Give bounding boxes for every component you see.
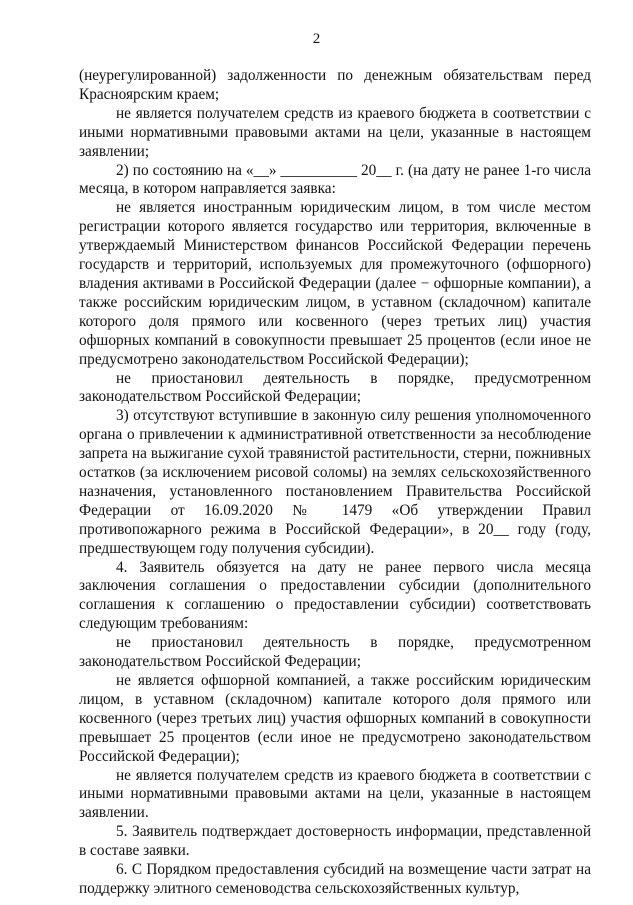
paragraph: не является получателем средств из краевого бюджета в соответствии с иными нормативными правовыми актами на цели, указанные в настоящем заявлении. [79, 766, 591, 822]
paragraph: 3) отсутствуют вступившие в законную силу решения уполномоченного органа о привлечении к административной ответственности за несоблюдение запрета на выжигание сухой травянистой растительности, стерни, пожнивных остатков (за исключением рисовой соломы) на землях сельскохозяйственного назначения, установленного постановлением Правительства Российской Федерации от 16.09.2020 № 1479 «Об утверждении Правил противопожарного режима в Российской Федерации», в 20__ году (году, предшествующем году получения субсидии). [79, 407, 591, 557]
paragraph: 2) по состоянию на «__» __________ 20__ г. (на дату не ранее 1-го числа месяца, в котором направляется заявка: [79, 161, 591, 198]
paragraph: не приостановил деятельность в порядке, предусмотренном законодательством Российской Федерации; [79, 634, 591, 671]
page-number: 2 [312, 31, 321, 47]
paragraph: не является иностранным юридическим лицом, в том числе местом регистрации которого является государство или территория, включенные в утверждаемый Министерством финансов Российской Федерации перечень государств и территорий, используемых для промежуточного (офшорного) владения активами в Российской Федерации (далее − офшорные компании), а также российским юридическим лицом, в уставном (складочном) капитале которого доля прямого или косвенного (через третьих лиц) участия офшорных компаний в совокупности превышает 25 процентов (если иное не предусмотрено законодательством Российской Федерации); [79, 199, 591, 368]
paragraph: не является офшорной компанией, а также российским юридическим лицом, в уставном (складочном) капитале которого доля прямого или косвенного (через третьих лиц) участия офшорных компаний в совокупности превышает 25 процентов (если иное не предусмотрено законодательством Российской Федерации); [79, 672, 591, 765]
paragraph: не приостановил деятельность в порядке, предусмотренном законодательством Российской Федерации; [79, 369, 591, 406]
document-body [79, 67, 591, 899]
paragraph: не является получателем средств из краевого бюджета в соответствии с иными нормативными правовыми актами на цели, указанные в настоящем заявлении; [79, 104, 591, 160]
paragraph: 4. Заявитель обязуется на дату не ранее первого числа месяца заключения соглашения о предоставлении субсидии (дополнительного соглашения к соглашению о предоставлении субсидии) соответствовать следующим требованиям: [79, 558, 591, 633]
paragraph: (неурегулированной) задолженности по денежным обязательствам перед Красноярским краем; [79, 67, 591, 103]
paragraph: 5. Заявитель подтверждает достоверность информации, представленной в составе заявки. [79, 823, 591, 860]
paragraph: 6. С Порядком предоставления субсидий на возмещение части затрат на поддержку элитного семеноводства сельскохозяйственных культур, [79, 861, 591, 897]
